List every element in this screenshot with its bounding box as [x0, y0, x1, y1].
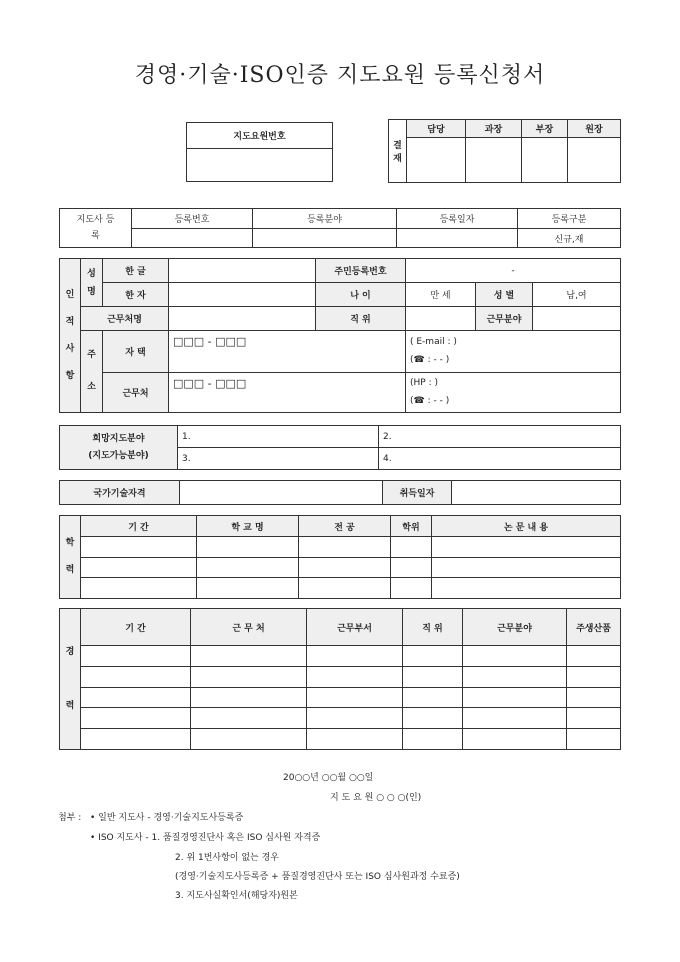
cell[interactable] — [191, 708, 307, 729]
career-col: 주생산품 — [567, 609, 621, 646]
education-row — [60, 578, 621, 599]
desired-field-table — [59, 425, 621, 470]
registration-col: 등록분야 — [253, 209, 397, 229]
hp-field[interactable]: (HP : ) — [410, 378, 438, 389]
cell[interactable] — [191, 687, 307, 708]
cell[interactable] — [307, 708, 403, 729]
cell[interactable] — [403, 687, 463, 708]
address-label: 주소 — [81, 331, 103, 413]
home-label: 자 택 — [103, 331, 169, 373]
cell[interactable] — [191, 666, 307, 687]
registration-table — [59, 208, 621, 248]
cell[interactable] — [567, 666, 621, 687]
staff-number-field[interactable] — [187, 149, 333, 182]
approval-label: 결재 — [389, 120, 407, 183]
approval-col: 과장 — [466, 120, 522, 138]
career-row — [60, 646, 621, 667]
position-field[interactable] — [406, 307, 476, 331]
desired-field-4[interactable]: 4. — [379, 448, 621, 470]
cell[interactable] — [81, 666, 191, 687]
education-col: 학위 — [391, 516, 432, 537]
attachment-line: 3. 지도사실확인서(해당자)원본 — [175, 891, 298, 901]
education-col: 기 간 — [81, 516, 197, 537]
cell[interactable] — [391, 537, 432, 558]
license-date-field[interactable] — [452, 481, 621, 505]
hanja-name-field[interactable] — [169, 283, 316, 307]
cell[interactable] — [307, 646, 403, 667]
education-table — [59, 515, 621, 599]
approval-sign[interactable] — [568, 138, 621, 183]
cell[interactable] — [299, 578, 391, 599]
cell[interactable] — [307, 666, 403, 687]
age-field[interactable]: 만 세 — [406, 283, 476, 307]
applicant-signature: 지 도 요 원 ○ ○ ○(인) — [330, 793, 422, 803]
career-table — [59, 608, 621, 750]
cell[interactable] — [197, 557, 299, 578]
career-row — [60, 687, 621, 708]
education-col: 전 공 — [299, 516, 391, 537]
cell[interactable] — [81, 687, 191, 708]
cell[interactable] — [432, 537, 621, 558]
position-label: 직 위 — [316, 307, 406, 331]
career-row — [60, 666, 621, 687]
attachment-line: 2. 위 1번사항이 없는 경우 — [175, 853, 280, 863]
cell[interactable] — [191, 646, 307, 667]
registration-label: 지도사 등록 — [60, 209, 132, 248]
registration-col: 등록구분 — [518, 209, 621, 229]
career-col: 근무부서 — [307, 609, 403, 646]
cell[interactable] — [197, 578, 299, 599]
work-field-label: 근무분야 — [476, 307, 533, 331]
cell[interactable] — [403, 666, 463, 687]
rrn-field[interactable]: - — [406, 259, 621, 283]
desired-field-3[interactable]: 3. — [178, 448, 379, 470]
license-label: 국가기술자격 — [60, 481, 180, 505]
cell[interactable] — [403, 708, 463, 729]
registration-field[interactable] — [253, 229, 397, 248]
desired-field-2[interactable]: 2. — [379, 426, 621, 448]
cell[interactable] — [567, 687, 621, 708]
cell[interactable] — [81, 557, 197, 578]
hangul-label: 한 글 — [103, 259, 169, 283]
cell[interactable] — [567, 729, 621, 750]
age-label: 나 이 — [316, 283, 406, 307]
education-row — [60, 557, 621, 578]
desired-field-sublabel: (지도가능분야) — [88, 450, 149, 461]
staff-number-label: 지도요원번호 — [187, 123, 333, 149]
approval-col: 부장 — [522, 120, 568, 138]
approval-sign[interactable] — [522, 138, 568, 183]
work-tel-field[interactable]: (☎ : - - ) — [410, 395, 450, 406]
attachment-label: 첨부 : — [58, 813, 82, 823]
career-col: 근 무 처 — [191, 609, 307, 646]
cell[interactable] — [81, 537, 197, 558]
rrn-label: 주민등록번호 — [316, 259, 406, 283]
cell[interactable] — [81, 708, 191, 729]
registration-col: 등록일자 — [397, 209, 518, 229]
approval-box — [388, 119, 621, 183]
hanja-label: 한 자 — [103, 283, 169, 307]
workplace-label: 근무처명 — [81, 307, 169, 331]
cell[interactable] — [191, 729, 307, 750]
personal-section-label: 인적사항 — [60, 259, 81, 413]
cell[interactable] — [403, 729, 463, 750]
registration-field[interactable] — [397, 229, 518, 248]
approval-sign[interactable] — [407, 138, 466, 183]
cell[interactable] — [463, 646, 567, 667]
name-label: 성명 — [81, 259, 103, 307]
cell[interactable] — [197, 537, 299, 558]
staff-number-box — [186, 122, 333, 182]
work-address-label: 근무처 — [103, 373, 169, 413]
desired-field-1[interactable]: 1. — [178, 426, 379, 448]
home-tel-field[interactable]: (☎ : - - ) — [410, 354, 450, 365]
cell[interactable] — [307, 687, 403, 708]
registration-field[interactable] — [132, 229, 253, 248]
career-section-label: 경력 — [60, 609, 81, 750]
email-field[interactable]: ( E-mail : ) — [410, 337, 457, 348]
workplace-field[interactable] — [169, 307, 316, 331]
work-zip-field[interactable]: □□□ - □□□ — [169, 373, 406, 413]
approval-sign[interactable] — [466, 138, 522, 183]
career-row — [60, 729, 621, 750]
license-date-label: 취득일자 — [383, 481, 452, 505]
cell[interactable] — [391, 578, 432, 599]
license-table — [59, 480, 621, 505]
career-row — [60, 708, 621, 729]
cell[interactable] — [432, 578, 621, 599]
desired-field-label: 희망지도분야 — [92, 434, 145, 445]
application-date: 20○○년 ○○월 ○○일 — [283, 773, 374, 783]
cell[interactable] — [299, 537, 391, 558]
personal-info-table — [59, 258, 621, 413]
education-section-label: 학력 — [60, 516, 81, 599]
attachment-line: (경영·기술지도사등록증 + 품질경영진단사 또는 ISO 심사원과정 수료증) — [175, 872, 460, 882]
career-col: 기 간 — [81, 609, 191, 646]
cell[interactable] — [463, 666, 567, 687]
cell[interactable] — [81, 646, 191, 667]
cell[interactable] — [432, 557, 621, 578]
career-col: 근무분야 — [463, 609, 567, 646]
form-title: 경영·기술·ISO인증 지도요원 등록신청서 — [134, 63, 546, 88]
work-field-field[interactable] — [533, 307, 621, 331]
cell[interactable] — [463, 729, 567, 750]
cell[interactable] — [463, 687, 567, 708]
license-field[interactable] — [180, 481, 383, 505]
cell[interactable] — [567, 646, 621, 667]
cell[interactable] — [81, 578, 197, 599]
cell[interactable] — [567, 708, 621, 729]
cell[interactable] — [307, 729, 403, 750]
career-col: 직 위 — [403, 609, 463, 646]
education-col: 학 교 명 — [197, 516, 299, 537]
cell[interactable] — [81, 729, 191, 750]
gender-field[interactable]: 남,여 — [533, 283, 621, 307]
registration-type[interactable]: 신규,재 — [518, 229, 621, 248]
home-zip-field[interactable]: □□□ - □□□ — [169, 331, 406, 373]
cell[interactable] — [391, 557, 432, 578]
education-col: 논 문 내 용 — [432, 516, 621, 537]
approval-col: 원장 — [568, 120, 621, 138]
attachment-line: • 일반 지도사 - 경영·기술지도사등록증 — [90, 813, 244, 823]
attachment-line: • ISO 지도사 - 1. 품질경영진단사 혹은 ISO 심사원 자격증 — [90, 833, 321, 843]
cell[interactable] — [403, 646, 463, 667]
hangul-name-field[interactable] — [169, 259, 316, 283]
cell[interactable] — [299, 557, 391, 578]
cell[interactable] — [463, 708, 567, 729]
gender-label: 성 별 — [476, 283, 533, 307]
approval-col: 담당 — [407, 120, 466, 138]
education-row — [60, 537, 621, 558]
registration-col: 등록번호 — [132, 209, 253, 229]
